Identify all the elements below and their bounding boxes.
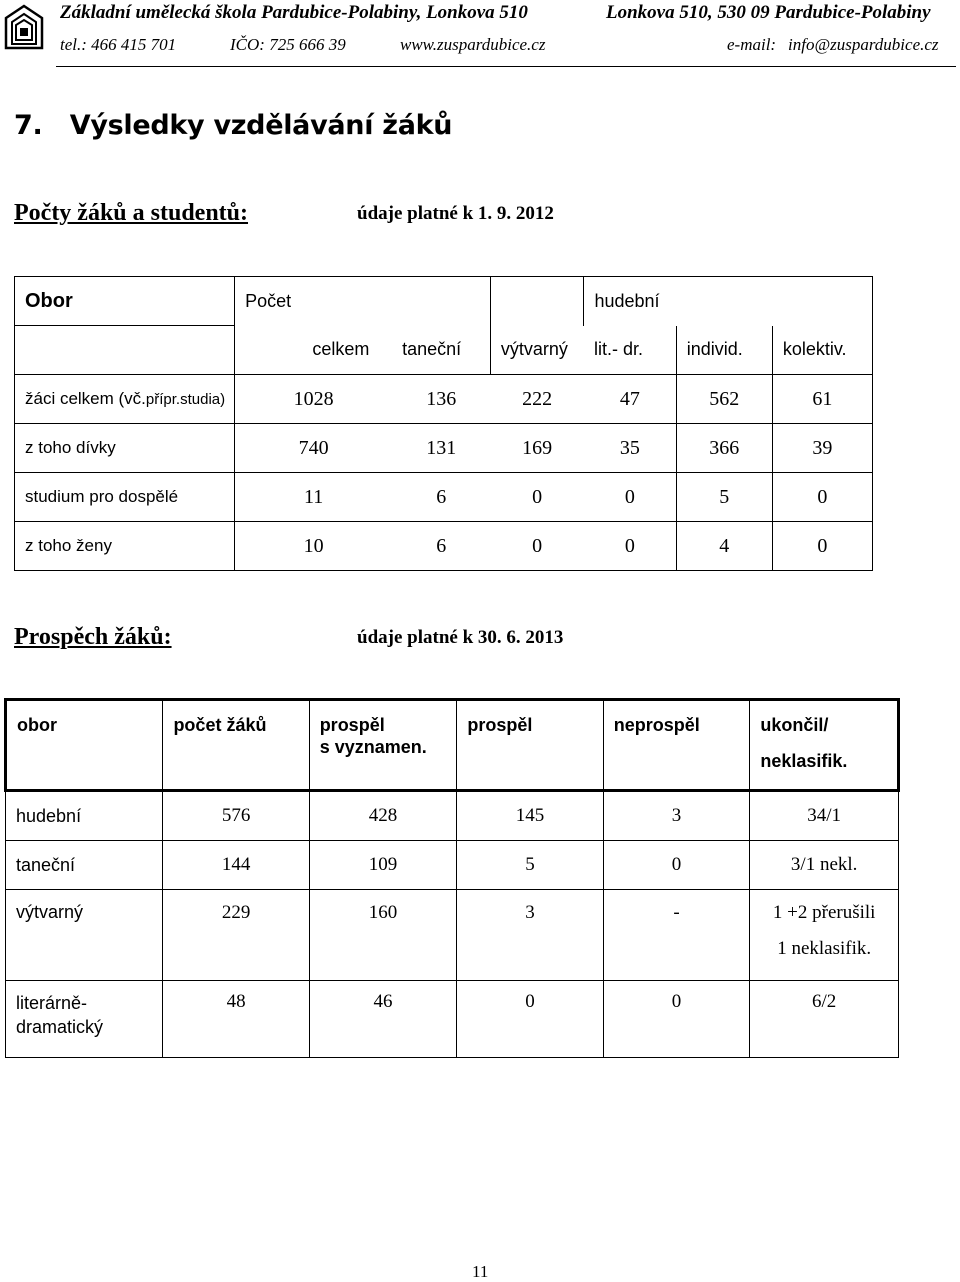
value-prospel: 5 [457, 841, 603, 890]
value-ukoncil: 3/1 nekl. [750, 841, 899, 890]
header-empty [490, 277, 584, 326]
value-ukoncil: 34/1 [750, 791, 899, 841]
header-kolektiv: kolektiv. [772, 326, 872, 375]
value-vytvarny: 169 [522, 436, 553, 459]
school-logo-icon [4, 4, 44, 50]
row-label: hudební [6, 791, 163, 841]
value-pocet: 229 [163, 890, 309, 981]
value-pocet: 576 [163, 791, 309, 841]
header-obor: obor [6, 700, 163, 791]
header-pocet-zaku: počet žáků [163, 700, 309, 791]
header-celkem: celkem [312, 339, 370, 360]
value-ukoncil: 6/2 [750, 981, 899, 1058]
header-cell-empty [15, 326, 235, 375]
header-divider [56, 66, 956, 67]
chapter-title: 7. Výsledky vzdělávání žáků [14, 110, 453, 141]
section1-title: Počty žáků a studentů: [14, 200, 249, 226]
header-empty [772, 277, 872, 326]
school-name: Základní umělecká škola Pardubice-Polabiny, Lonkova 510 [60, 2, 528, 23]
value-vytvarny: 222 [522, 387, 553, 410]
value-vyznamenani: 428 [309, 791, 457, 841]
ico-number: IČO: 725 666 39 [230, 35, 346, 54]
row-label: literárně- dramatický [6, 981, 163, 1058]
header-prospel: prospěl [457, 700, 603, 791]
value-individ: 5 [676, 473, 772, 522]
value-tanecni: 6 [436, 534, 447, 557]
value-kolektiv: 39 [772, 424, 872, 473]
header-pocet: Počet [235, 277, 491, 326]
row-label: z toho dívky [15, 424, 235, 473]
header-individ: individ. [676, 326, 772, 375]
school-address: Lonkova 510, 530 09 Pardubice-Polabiny [606, 2, 931, 23]
value-individ: 4 [676, 522, 772, 571]
header-neprospel: neprospěl [603, 700, 750, 791]
results-table [4, 698, 900, 1058]
row-label: výtvarný [6, 890, 163, 981]
section1-note: údaje platné k 1. 9. 2012 [357, 203, 554, 224]
header-tanecni: taneční [402, 339, 462, 360]
header-cell-empty [235, 326, 303, 375]
value-vytvarny: 0 [532, 534, 543, 557]
email-label: e-mail: [727, 35, 777, 54]
value-celkem: 1028 [293, 387, 334, 410]
value-vyznamenani: 160 [309, 890, 457, 981]
header-ukoncil-neklasifik: ukončil/ neklasifik. [750, 700, 899, 791]
row-label: studium pro dospělé [15, 473, 235, 522]
value-lit-dr: 35 [619, 436, 640, 459]
value-pocet: 48 [163, 981, 309, 1058]
website-link[interactable]: www.zuspardubice.cz [400, 35, 546, 54]
header-lit-dr: lit.- dr. [593, 339, 643, 360]
value-kolektiv: 0 [772, 522, 872, 571]
value-prospel: 0 [457, 981, 603, 1058]
page-number: 11 [472, 1262, 489, 1281]
section2-note: údaje platné k 30. 6. 2013 [357, 627, 564, 648]
value-celkem: 11 [304, 485, 324, 508]
header-vytvarny: výtvarný [490, 326, 584, 375]
value-lit-dr: 0 [624, 485, 635, 508]
value-tanecni: 131 [426, 436, 457, 459]
value-pocet: 144 [163, 841, 309, 890]
value-neprospel: - [603, 890, 750, 981]
value-prospel: 3 [457, 890, 603, 981]
header-obor: Obor [15, 277, 235, 326]
header-prospel-s-vyznamenim: prospěl s vyznamen. [309, 700, 457, 791]
value-individ: 562 [676, 375, 772, 424]
value-lit-dr: 47 [619, 387, 640, 410]
phone-number: tel.: 466 415 701 [60, 35, 177, 54]
value-individ: 366 [676, 424, 772, 473]
value-neprospel: 3 [603, 791, 750, 841]
value-vytvarny: 0 [532, 485, 543, 508]
value-neprospel: 0 [603, 841, 750, 890]
row-label: z toho ženy [15, 522, 235, 571]
value-tanecni: 136 [426, 387, 457, 410]
student-count-table [14, 276, 873, 571]
value-tanecni: 6 [436, 485, 447, 508]
header-hudebni: hudební [584, 277, 772, 326]
value-neprospel: 0 [603, 981, 750, 1058]
value-vyznamenani: 46 [309, 981, 457, 1058]
value-ukoncil: 1 +2 přerušili 1 neklasifik. [750, 890, 899, 981]
email-link[interactable]: info@zuspardubice.cz [788, 35, 939, 54]
value-kolektiv: 61 [772, 375, 872, 424]
value-vyznamenani: 109 [309, 841, 457, 890]
row-label: taneční [6, 841, 163, 890]
value-prospel: 145 [457, 791, 603, 841]
value-celkem: 10 [303, 534, 324, 557]
section2-title: Prospěch žáků: [14, 624, 172, 650]
value-lit-dr: 0 [624, 534, 635, 557]
value-celkem: 740 [298, 436, 329, 459]
row-label: žáci celkem (vč.přípr.studia) [15, 375, 235, 424]
value-kolektiv: 0 [772, 473, 872, 522]
